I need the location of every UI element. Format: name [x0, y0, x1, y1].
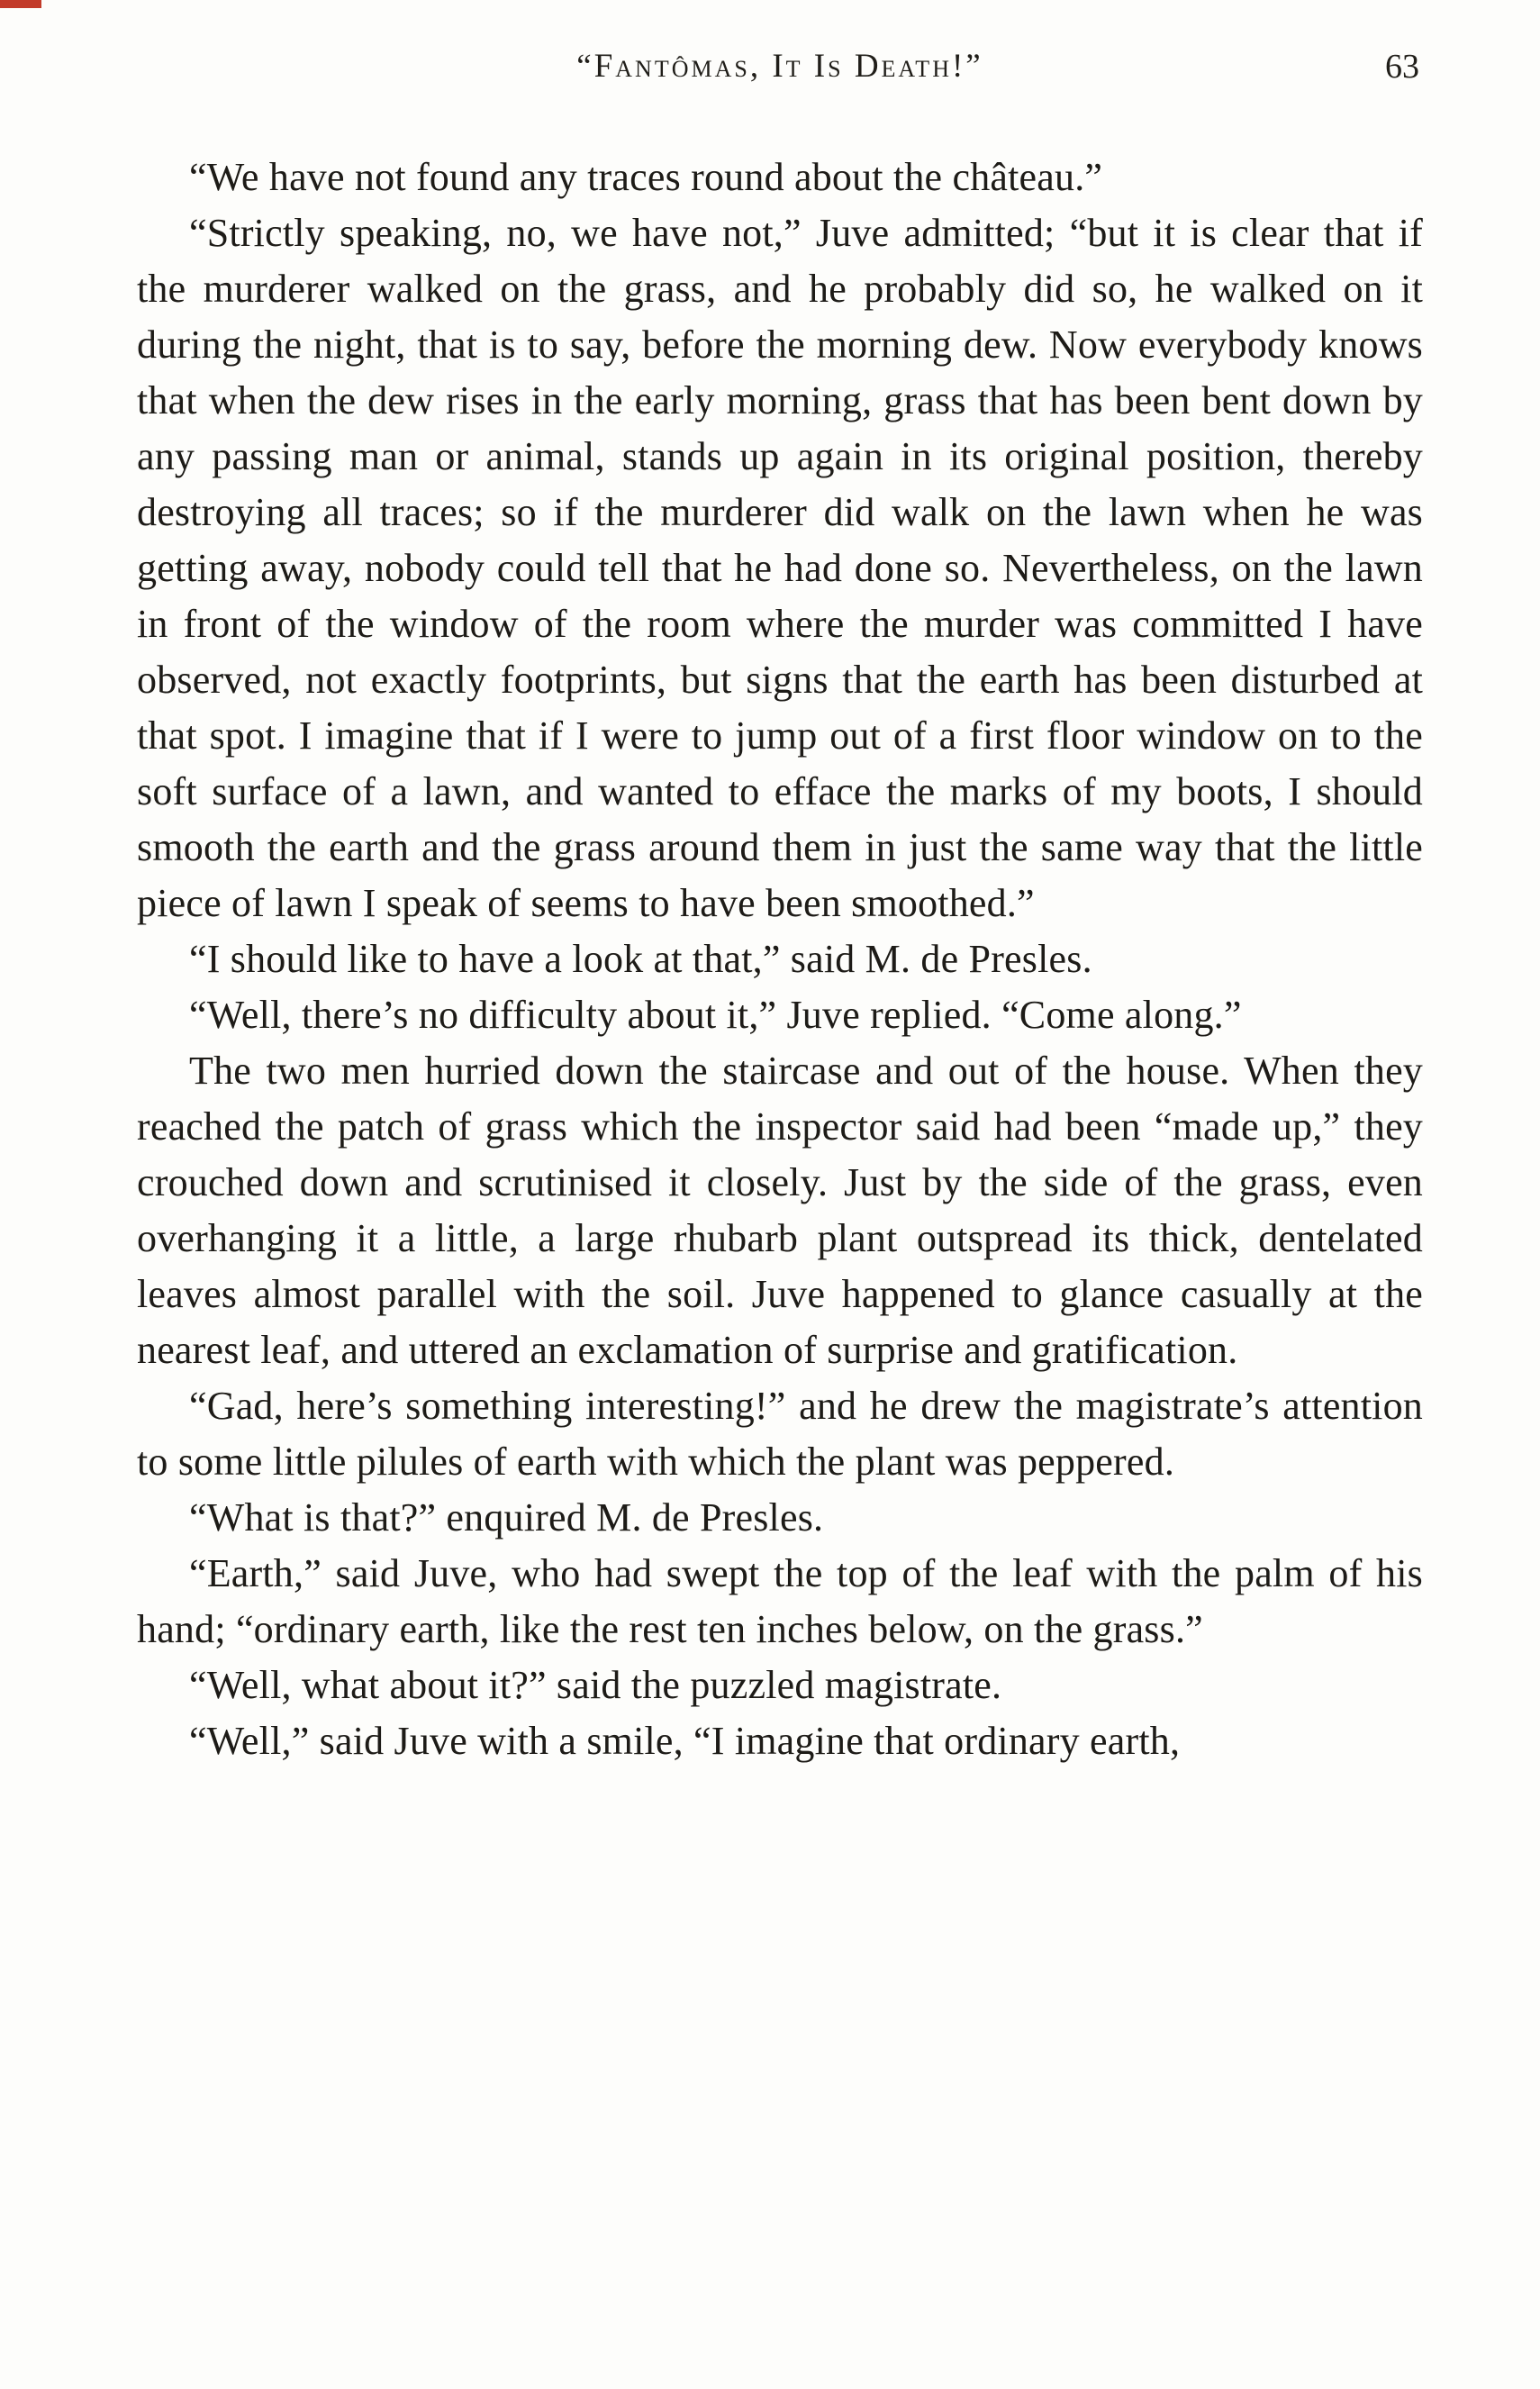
running-title: “Fantômas, It Is Death!” [576, 48, 983, 85]
paragraph: “What is that?” enquired M. de Presles. [189, 1495, 824, 1540]
paragraph: “Gad, here’s something interesting!” and he drew the magistrate’s attention to some little pilules of earth with which the plant was peppered. [137, 1384, 1423, 1484]
scan-corner-artifact [0, 0, 41, 8]
body-text [137, 150, 1423, 1769]
paragraph: “Well, there’s no difficulty about it,” Juve replied. “Come along.” [189, 993, 1242, 1037]
page-number: 63 [1385, 48, 1419, 86]
page-header [137, 47, 1423, 95]
paragraph: “Well, what about it?” said the puzzled magistrate. [189, 1663, 1002, 1707]
paragraph: “Well,” said Juve with a smile, “I imagine that ordinary earth, [189, 1719, 1181, 1763]
paragraph: “I should like to have a look at that,” said M. de Presles. [189, 937, 1092, 981]
paragraph: “Strictly speaking, no, we have not,” Juve admitted; “but it is clear that if the murderer walked on the grass, and he probably did so, he walked on it during the night, that is to say, before the morning dew. Now everybody knows that when the dew rises in the early morning, grass that has been bent down by any passing man or animal, stands up again in its original position, thereby destroying all traces; so if the murderer did walk on the lawn when he was getting away, nobody could tell that he had done so. Nevertheless, on the lawn in front of the window of the room where the murder was committed I have observed, not exactly footprints, but signs that the earth has been disturbed at that spot. I imagine that if I were to jump out of a first floor window on to the soft surface of a lawn, and wanted to efface the marks of my boots, I should smooth the earth and the grass around them in just the same way that the little piece of lawn I speak of seems to have been smoothed.” [137, 211, 1423, 925]
paragraph: “Earth,” said Juve, who had swept the top of the leaf with the palm of his hand; “ordinary earth, like the rest ten inches below, on the grass.” [137, 1551, 1423, 1651]
paragraph: The two men hurried down the staircase and out of the house. When they reached the patch of grass which the inspector said had been “made up,” they crouched down and scrutinised it closely. Just by the side of the grass, even overhanging it a little, a large rhubarb plant outspread its thick, dentelated leaves almost parallel with the soil. Juve happened to glance casually at the nearest leaf, and uttered an exclamation of surprise and gratification. [137, 1049, 1423, 1372]
paragraph: “We have not found any traces round about the château.” [189, 155, 1103, 199]
